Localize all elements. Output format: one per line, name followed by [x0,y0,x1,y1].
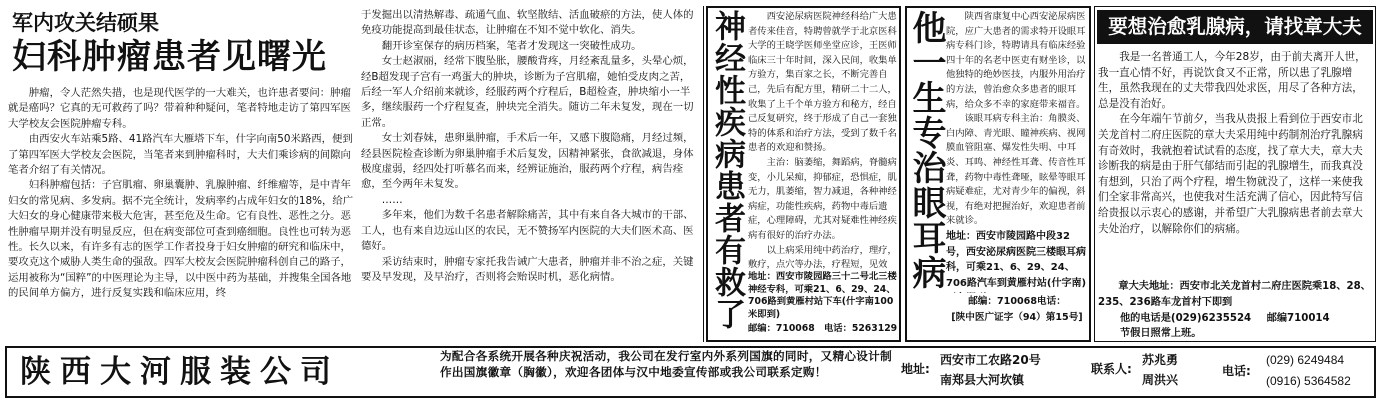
bottom-ad-phone-2: (0916) 5364582 [1266,374,1351,388]
neuro-ad-paragraph: 以上病采用纯中药治疗，理疗，敷疗，点穴等办法，疗程短，见效 [748,244,897,271]
breast-ad-phone-row [1098,311,1373,327]
article-paragraph: 肿瘤，令人茫然失措，也是现代医学的一大难关，也许患者要问：肿瘤就是癌吗？它真的无可救药了吗？带着种种疑问，笔者特地走访了第四军医大学校友会医院肿瘤专科。 [8,87,351,130]
eye-ad-paragraph: 该眼耳病专科主治：角膜炎、白内障、青光眼、瞳神疾病、视网膜血管阻塞、爆发性失明、中耳炎、耳鸣、神经性耳聋、传音性耳聋，药物中毒性聋哑，眩晕等眼耳病疑难症，尤对青少年的偏视，斜视，有绝对把握治好，欢迎患者前来就诊。 [946,113,1086,227]
article-paragraph: 女士赵淑丽，经常下腹坠胀，腰酸背疼，月经紊乱量多，头晕心烦，经B超发现子宫有一鸡蛋大的肿块，诊断为子宫肌瘤，她怕受皮肉之苦，后经一军人介绍前来就诊，经服药两个疗程后，B超检查，肿块缩小一半多，继续服药一个疗程复查，肿块完全消失。随访二年未复发，现在一切正常。 [361,55,694,129]
article-paragraph: 由西安火车站乘5路、41路汽车大雁塔下车，什字向南50米路西，便到了第四军医大学校友会医院，当笔者来到肿瘤科时，大夫们乘诊病的间隙向笔者介绍了有关情况。 [8,133,353,177]
bottom-ad-address-1: 西安市工农路20号 [940,353,1041,367]
neuro-ad-paragraph: 西安泌尿病医院神经科给广大患者传来佳音，特聘曾就学于北京医科大学的王晓学医师坐堂应诊，王医师临床三十年时间，深入民间，收集单方验方，集百家之长，不断完善自己，先后有配方里，精研二十二人，收集了上千个单方验方和秘方，经自己反复研究，终于形成了自己一套独特的体系和治疗方法，受到了数千名患者的欢迎和赞扬。 [748,11,897,154]
breast-ad-address: 章大夫地址：西安市北关龙首村二府庄医院乘18、28、235、236路车龙首村下即到 [1098,281,1371,308]
article-paragraph: 多年来，他们为数千名患者解除痛苦，其中有来自各大城市的干部、工人，也有来自边远山区的农民，无不赞扬军内医院的大夫们医术高、医德好。 [361,209,694,253]
eye-ad-postcode-tel: 邮编：710068电话： [968,296,1066,307]
breast-ad-body [1098,50,1373,278]
neuro-ad-postcode: 邮编：710068 [748,323,815,334]
eye-ad-license: [陕中医广证字（94）第15号] [951,312,1083,323]
bottom-ad-contact-label: 联系人: [1091,362,1132,376]
article-headline: 妇科肿瘤患者见曙光 [12,37,327,77]
bottom-ad-phone-label: 电话: [1222,364,1251,378]
neuro-ad-tel: 电话：5263129 [823,323,898,334]
article-paragraph: 采访结束时，肿瘤专家托我告诫广大患者，肿瘤并非不治之症，关键要及早发现，及早治疗，否则将会贻误时机，恶化病情。 [361,255,694,283]
bottom-ad-phone-1: (029) 6249484 [1266,353,1345,367]
bottom-ad-contact-2: 周洪兴 [1142,373,1179,387]
article-paragraph: 女士刘春妹，患卵巢肿瘤，手术后一年，又感下腹隐痛，月经过频，经县医院检查诊断为卵巢肿瘤手术后复发，因精神紧张，食欲减退，身体极度虚弱，经四处打听慕名而来，经辨证施治，服药两个疗程，病告痊愈，至今两年未复发。 [361,132,694,191]
article-kicker: 军内攻关结硕果 [12,11,159,35]
breast-ad-postcode: 邮编710014 [1266,313,1330,324]
eye-ad-paragraph: 陕西省康复中心西安泌尿病医院，应广大患者的需求特开设眼耳病专科门诊，特聘请具有临床经验四十年的名老中医吏有财坐诊，以他独特的绝妙医技，内服外用治疗的方法，曾治愈众多患者的眼耳病，给众多不幸的家庭带来福音。 [946,11,1086,110]
article-column-2 [361,8,700,341]
article-paragraph: 于发掘出以清热解毒、疏通气血、软坚散结、活血破瘀的方法，使人体的免疫功能提高到最佳状态，让肿瘤在不知不觉中软化、消失。 [361,9,694,37]
bottom-ad-address-label: 地址: [901,362,930,376]
column-divider [703,6,704,342]
bottom-ad-contact-1: 苏兆勇 [1142,353,1179,367]
breast-ad-phone: 他的电话是(029)6235524 [1120,313,1252,324]
eye-ad-title: 他一生专治眼耳病 [906,10,946,290]
neuro-ad-contacts [748,322,898,338]
bottom-ad-address-2: 南郑县大河坎镇 [940,373,1025,387]
article-column-1 [8,86,355,341]
breast-ad-title: 要想治愈乳腺病，请找章大夫 [1097,10,1373,44]
bottom-ad-message: 为配合各系统开展各种庆祝活动，我公司在发行室内外系列国旗的同时，又精心设计制作出国旗徽章（胸徽），欢迎各团体与汉中地委宣传部或我公司联系定购！ [440,349,892,379]
article-paragraph: 翻开诊室保存的病历档案，笔者才发现这一突破性成功。 [381,39,642,52]
eye-ad-body [946,10,1088,228]
neuro-ad-body [748,10,898,272]
bottom-ad-company: 陕西大河服装公司 [20,354,340,390]
article-paragraph: …… [381,193,403,206]
article-paragraph: 妇科肿瘤包括：子宫肌瘤、卵巢囊肿、乳腺肿瘤、纤维瘤等，是中青年妇女的常见病、多发病。据不完全统计，发病率约占成年妇女的18%，给广大妇女的身心健康带来极大危害，甚至危及生命。它有良性、恶性之分。恶性肿瘤早期并没有明显反应，但在病变部位可查到癌细胞。良性也可转为恶性。长久以来，有许多有志的医学工作者投身于妇女肿瘤的研究和临床中，要攻克这个威胁人类生命的强敌。四军大校友会医院肿瘤科创自己的路子，运用被称为“国粹”的中医理论为主导，以中医中药为基础，并搜集全国各地的民间单方偏方，进行反复实践和临床应用，终 [8,179,354,300]
breast-ad-holiday: 节假日照常上班。 [1120,328,1202,339]
neuro-ad-title: 神经性疾病患者有救了 [709,10,745,330]
neuro-ad-paragraph: 主治：脑萎缩，舞蹈病，脊髓病变，小儿呆痴，抑郁症，恐惧症，肌无力，肌萎缩，智力减退，各种神经病症，功能性疾病，药物中毒后遗症，心理障碍，尤其对疑难性神经疾病有很好的治疗办法。 [748,156,897,241]
eye-ad-address: 地址：西安市陵园路中段32号，西安泌尿病医院三楼眼耳病科，可乘21、6、29、24、706路汽车到黄雁村站(什字南) [946,231,1087,289]
neuro-ad-address: 地址：西安市陵园路三十二号北三楼神经专科，可乘21、6、29、24、706路到黄雁村站下车(什字南100米即到) [748,271,897,320]
breast-ad-paragraph: 我是一名普通工人，今年28岁，由于前夫离开人世，我一直心情不好，再说饮食又不正常，所以患了乳腺增生，虽然我现在的丈夫带我四处求医，用尽了各种方法，总是没有治好。 [1098,51,1366,110]
breast-ad-paragraph: 在今年端午节前夕，当我从贵报上看到位于西安市北关龙首村二府庄医院的章大夫采用纯中药制剂治疗乳腺病有奇效时，我就抱着试试看的态度，找了章大夫，章大夫诊断我的病是由于肝气郁结而引起的乳腺增生，而我真没有想到，只治了两个疗程，增生物就没了，这样一来使我们全家非常高兴，也使我对生活充满了信心，因此特写信给贵报以示衷心的感谢，并希望广大乳腺病患者前去章大夫处治疗，以解除你们的病痛。 [1098,113,1363,235]
